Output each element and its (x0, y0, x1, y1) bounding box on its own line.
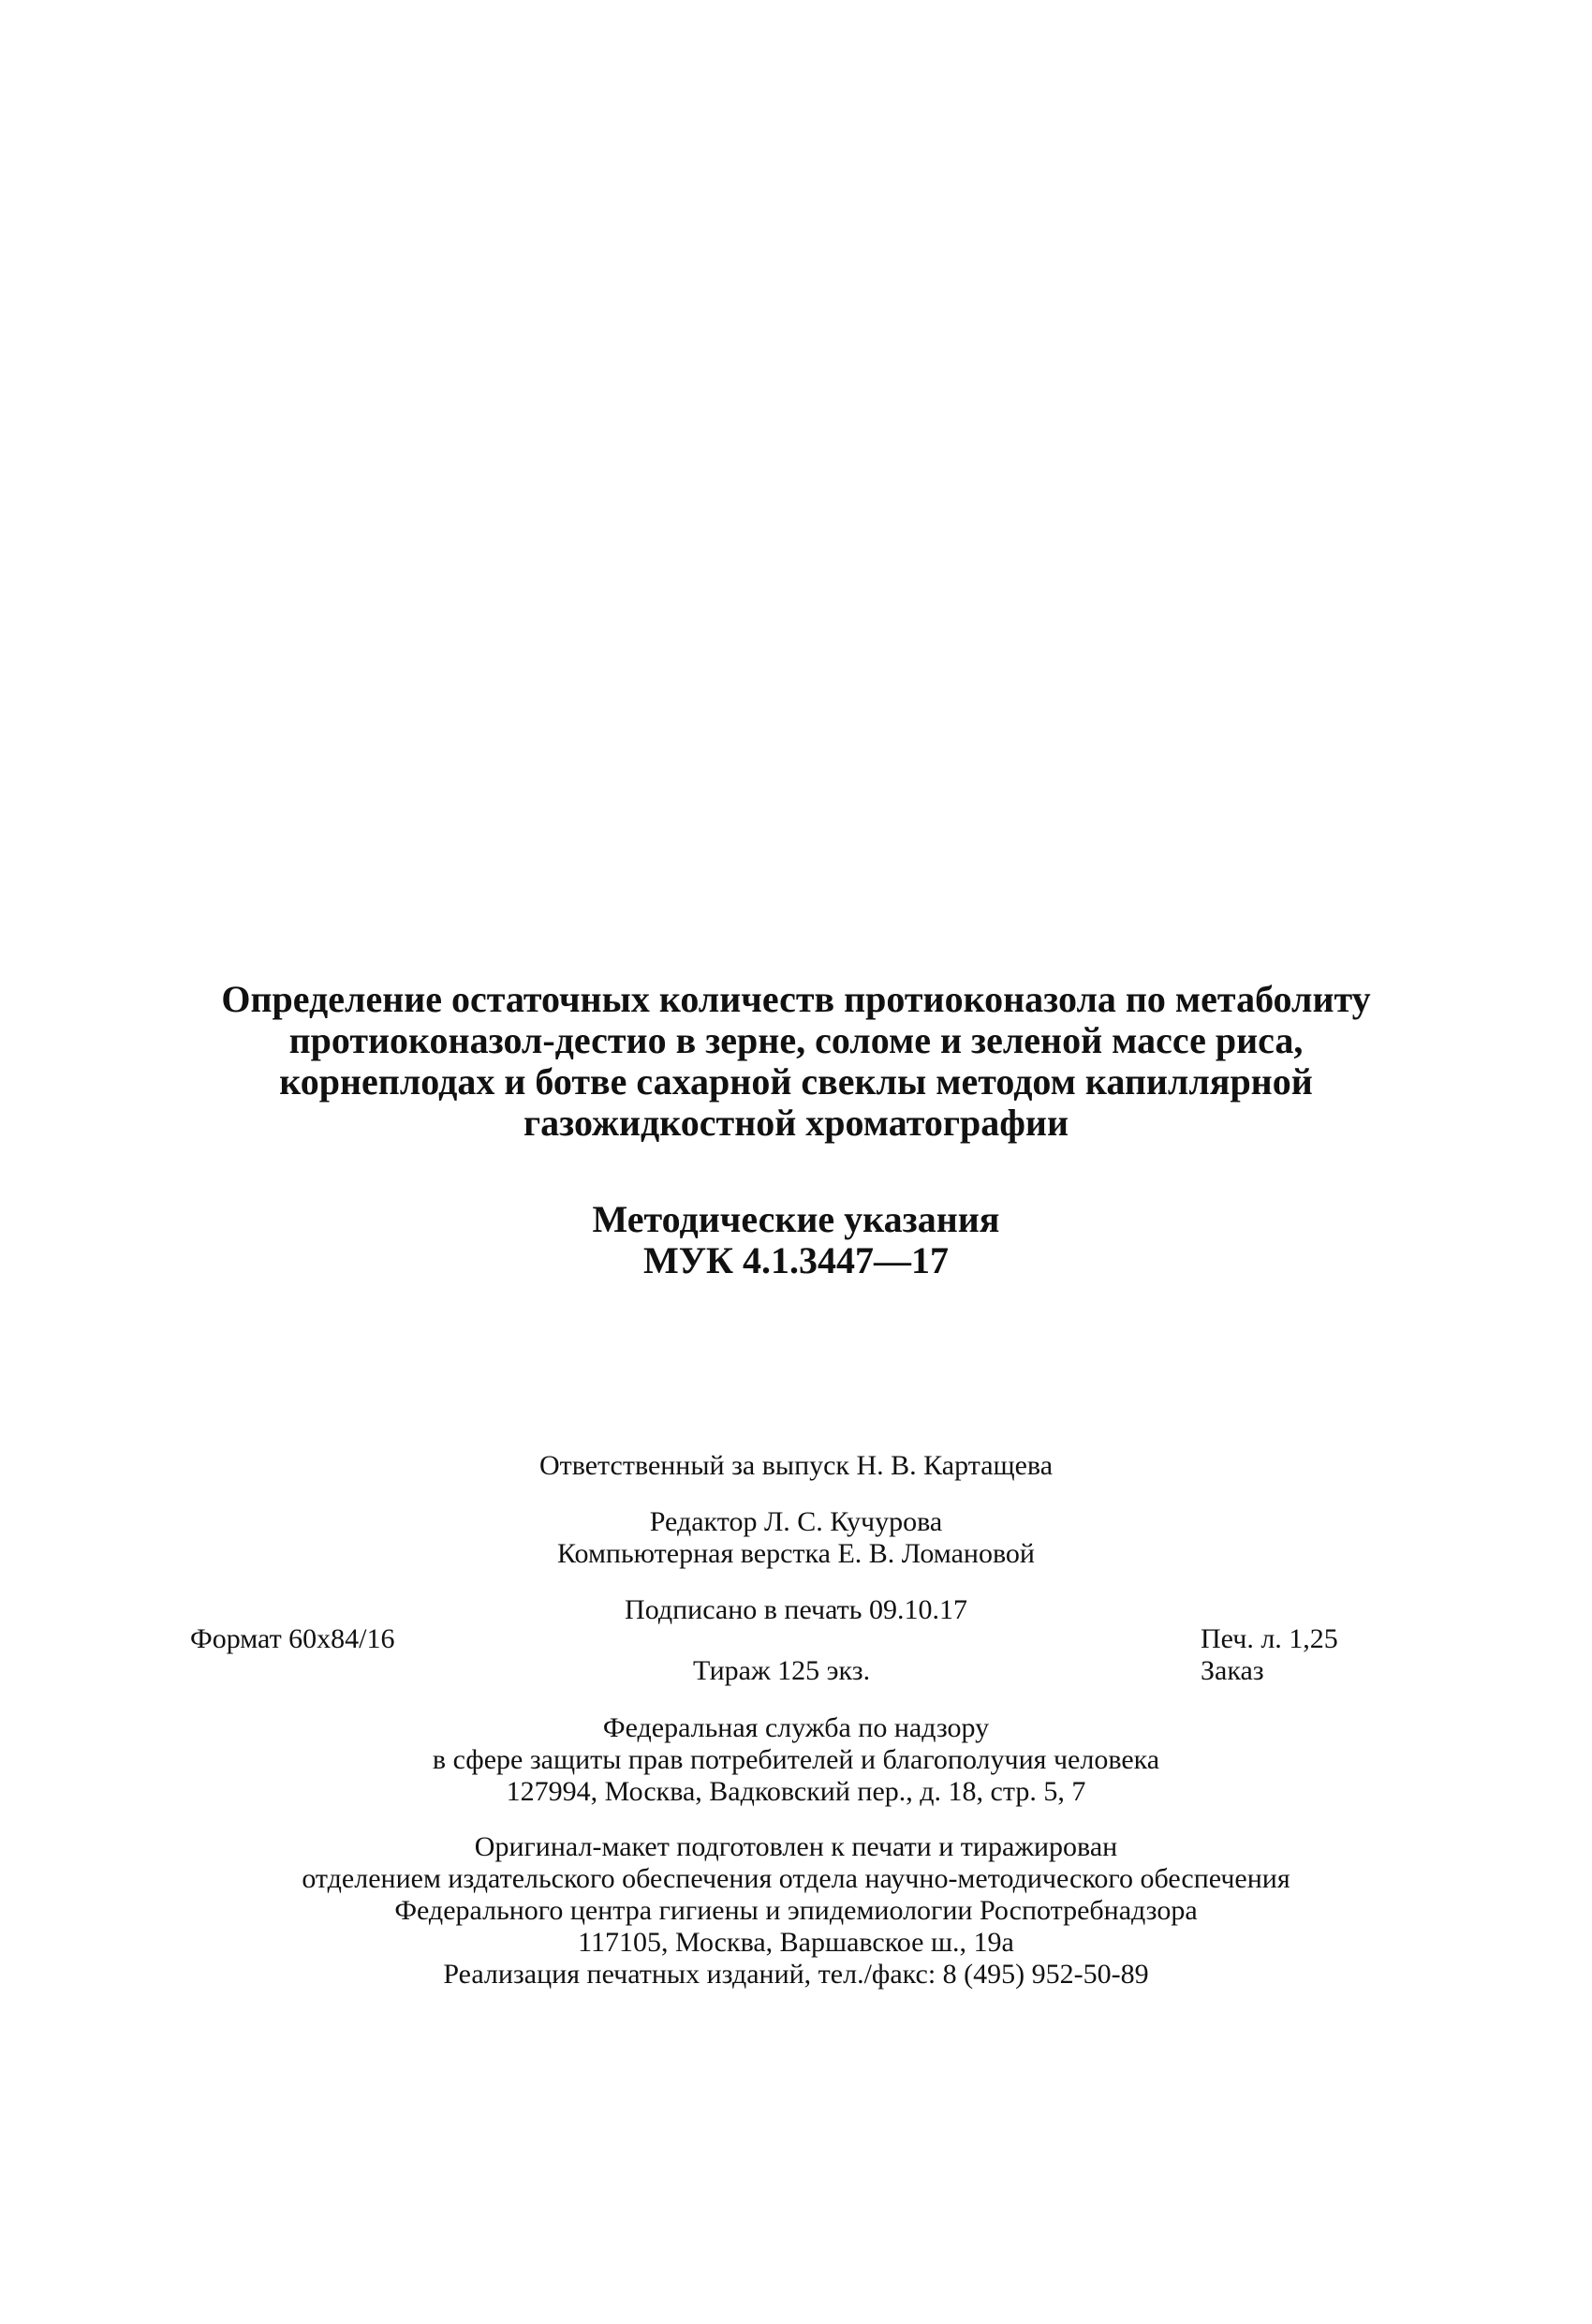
responsible-person: Ответственный за выпуск Н. В. Картащева (538, 1450, 1054, 1481)
title-line-4: газожидкостной хроматографии (523, 1102, 1069, 1144)
origin-line-3: Федерального центра гигиены и эпидемиологии Роспотребнадзора (394, 1895, 1198, 1926)
agency-address: 127994, Москва, Вадковский пер., д. 18, стр. 5, 7 (506, 1776, 1086, 1807)
paper-format: Формат 60x84/16 (190, 1623, 395, 1654)
title-line-1: Определение остаточных количеств протиоконазола по метаболиту (221, 978, 1371, 1020)
publisher-agency (0, 1712, 1592, 1808)
sales-contact: Реализация печатных изданий, тел./факс: 8 (495) 952-50-89 (443, 1959, 1149, 1990)
imprint-responsible-block (0, 1450, 1592, 1482)
document-kind: Методические указания (592, 1198, 1000, 1240)
agency-line-1: Федеральная служба по надзору (602, 1712, 990, 1743)
layout-author: Компьютерная верстка Е. В. Ломановой (557, 1538, 1035, 1569)
print-sheets: Печ. л. 1,25 (1201, 1623, 1338, 1654)
origin-line-1: Оригинал-макет подготовлен к печати и тиражирован (474, 1831, 1118, 1862)
editor-name: Редактор Л. С. Кучурова (649, 1506, 943, 1537)
document-code: МУК 4.1.3447—17 (642, 1239, 950, 1281)
title-line-2: протиоконазол-дестио в зерне, соломе и зеленой массе риса, (288, 1019, 1304, 1061)
printing-origin (0, 1831, 1592, 1991)
imprint-signed-block (0, 1594, 1592, 1626)
print-run: Тираж 125 экз. (693, 1655, 871, 1686)
document-subtitle (0, 1199, 1592, 1281)
title-line-3: корнеплодах и ботве сахарной свеклы методом капиллярной (279, 1060, 1313, 1103)
signed-date: Подписано в печать 09.10.17 (625, 1594, 967, 1625)
imprint-editors-block (0, 1506, 1592, 1570)
origin-line-2: отделением издательского обеспечения отдела научно-методического обеспечения (302, 1863, 1290, 1894)
document-title (0, 979, 1592, 1144)
agency-line-2: в сфере защиты прав потребителей и благополучия человека (432, 1744, 1160, 1775)
origin-address: 117105, Москва, Варшавское ш., 19а (578, 1927, 1014, 1958)
order-number: Заказ (1201, 1655, 1264, 1686)
